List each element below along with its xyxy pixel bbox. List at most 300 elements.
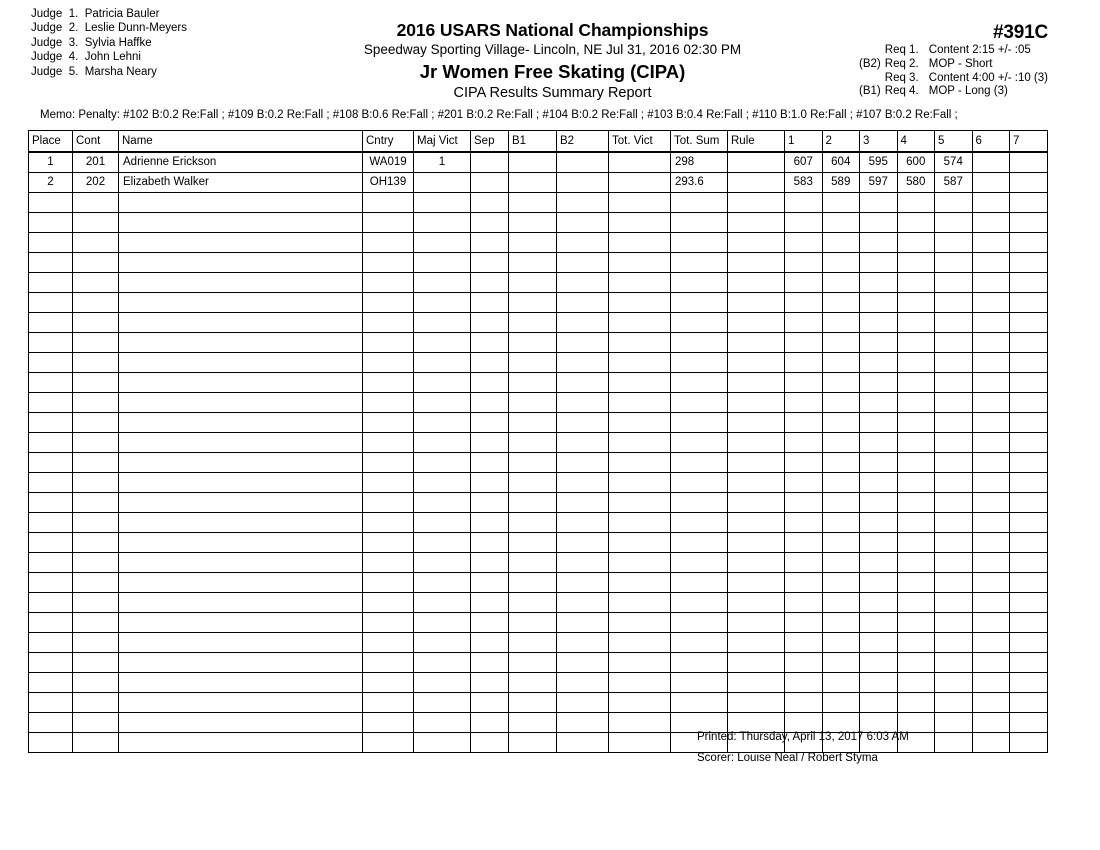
cell-sep [471, 613, 509, 633]
cell-j2 [822, 453, 860, 473]
memo-penalty-line: Memo: Penalty: #102 B:0.2 Re:Fall ; #109 B:0.2 Re:Fall ; #108 B:0.6 Re:Fall ; #201 B:0.2 Re:Fall ; #104 B:0.2 Re:Fall ; #103 B:0.4 Re:Fall ; #110 B:1.0 Re:Fall ; #107 B:0.2 Re:Fall ; [40, 109, 958, 121]
table-row [29, 233, 1048, 253]
cell-b1 [509, 513, 557, 533]
cell-majvict [414, 253, 471, 273]
cell-j7 [1010, 273, 1048, 293]
cell-majvict [414, 273, 471, 293]
cell-totvict [609, 273, 671, 293]
cell-majvict [414, 493, 471, 513]
cell-j7 [1010, 313, 1048, 333]
cell-majvict [414, 673, 471, 693]
cell-j3 [860, 273, 898, 293]
cell-b2 [557, 353, 609, 373]
table-body [29, 152, 1048, 753]
cell-totvict [609, 653, 671, 673]
cell-j6 [972, 152, 1010, 173]
cell-rule [728, 333, 785, 353]
cell-majvict [414, 693, 471, 713]
cell-j4 [897, 373, 935, 393]
cell-b2 [557, 613, 609, 633]
judge-number: 3. [68, 36, 79, 49]
cell-totsum [671, 453, 728, 473]
cell-j4: 580 [897, 173, 935, 193]
cell-j1 [785, 413, 823, 433]
cell-totsum: 293.6 [671, 173, 728, 193]
cell-place: 1 [29, 152, 73, 173]
cell-cntry [363, 213, 414, 233]
table-header-row [29, 131, 1048, 153]
cell-cont: 202 [73, 173, 119, 193]
cell-majvict [414, 433, 471, 453]
event-division-title: Jr Women Free Skating (CIPA) [419, 61, 686, 82]
cell-name [119, 313, 363, 333]
cell-j5 [935, 453, 973, 473]
table-row [29, 193, 1048, 213]
cell-j5 [935, 273, 973, 293]
cell-totvict [609, 493, 671, 513]
cell-cont [73, 213, 119, 233]
requirement-label: Req 1. [884, 44, 919, 56]
page-title: 2016 USARS National Championships [396, 20, 709, 40]
cell-j2 [822, 673, 860, 693]
cell-cntry [363, 613, 414, 633]
cell-totvict [609, 253, 671, 273]
cell-cntry [363, 573, 414, 593]
cell-name [119, 293, 363, 313]
cell-b2 [557, 333, 609, 353]
cell-place [29, 193, 73, 213]
cell-j3 [860, 673, 898, 693]
cell-b1 [509, 553, 557, 573]
cell-cntry [363, 533, 414, 553]
cell-cont [73, 273, 119, 293]
cell-rule [728, 293, 785, 313]
cell-j1 [785, 553, 823, 573]
cell-b2 [557, 233, 609, 253]
cell-rule [728, 493, 785, 513]
cell-sep [471, 493, 509, 513]
cell-sep [471, 633, 509, 653]
cell-rule [728, 213, 785, 233]
requirement-label: Req 3. [884, 71, 919, 84]
column-header-b2: B2 [557, 131, 609, 153]
cell-majvict [414, 633, 471, 653]
cell-j5 [935, 633, 973, 653]
cell-j2 [822, 493, 860, 513]
cell-j7 [1010, 233, 1048, 253]
cell-j7 [1010, 713, 1048, 733]
cell-j7 [1010, 493, 1048, 513]
cell-b1 [509, 293, 557, 313]
cell-j2: 604 [822, 152, 860, 173]
scorer-names: Scorer: Louise Neal / Robert Styma [697, 752, 878, 764]
cell-j3 [860, 513, 898, 533]
cell-j1 [785, 513, 823, 533]
cell-j4 [897, 573, 935, 593]
cell-sep [471, 433, 509, 453]
cell-b2 [557, 433, 609, 453]
cell-j6 [972, 613, 1010, 633]
cell-cntry [363, 293, 414, 313]
cell-sep [471, 713, 509, 733]
cell-b2 [557, 152, 609, 173]
cell-j2 [822, 533, 860, 553]
cell-j7 [1010, 413, 1048, 433]
cell-place [29, 373, 73, 393]
cell-totsum [671, 273, 728, 293]
table-row [29, 152, 1048, 173]
cell-name [119, 653, 363, 673]
cell-totsum [671, 693, 728, 713]
table-row [29, 413, 1048, 433]
cell-majvict [414, 533, 471, 553]
cell-cntry [363, 553, 414, 573]
cell-j1 [785, 533, 823, 553]
cell-j4 [897, 493, 935, 513]
cell-sep [471, 213, 509, 233]
cell-j5 [935, 513, 973, 533]
cell-totsum [671, 393, 728, 413]
cell-totvict [609, 633, 671, 653]
cell-b2 [557, 313, 609, 333]
cell-j1 [785, 693, 823, 713]
cell-rule [728, 273, 785, 293]
cell-sep [471, 533, 509, 553]
cell-majvict [414, 233, 471, 253]
cell-j4 [897, 353, 935, 373]
cell-j4 [897, 593, 935, 613]
cell-j4 [897, 393, 935, 413]
cell-cont [73, 373, 119, 393]
cell-j5 [935, 253, 973, 273]
cell-b1 [509, 233, 557, 253]
cell-place [29, 433, 73, 453]
cell-j3 [860, 293, 898, 313]
cell-b1 [509, 493, 557, 513]
cell-majvict [414, 573, 471, 593]
printed-timestamp: Printed: Thursday, April 13, 2017 6:03 AM [697, 731, 909, 743]
cell-j6 [972, 673, 1010, 693]
cell-b2 [557, 533, 609, 553]
cell-name [119, 193, 363, 213]
cell-j1 [785, 193, 823, 213]
cell-b2 [557, 673, 609, 693]
cell-totvict [609, 533, 671, 553]
cell-totsum [671, 473, 728, 493]
requirement-text: MOP - Short [928, 57, 993, 70]
cell-cont [73, 513, 119, 533]
cell-majvict [414, 173, 471, 193]
cell-place [29, 213, 73, 233]
judge-role-label: Judge [31, 8, 63, 20]
cell-j1 [785, 273, 823, 293]
cell-j4 [897, 513, 935, 533]
cell-j6 [972, 733, 1010, 753]
cell-j2 [822, 393, 860, 413]
cell-j6 [972, 553, 1010, 573]
cell-j6 [972, 653, 1010, 673]
cell-place [29, 533, 73, 553]
cell-totsum [671, 573, 728, 593]
cell-place [29, 713, 73, 733]
cell-place [29, 693, 73, 713]
cell-cntry [363, 453, 414, 473]
judge-name: John Lehni [84, 51, 141, 64]
cell-b1 [509, 333, 557, 353]
cell-sep [471, 313, 509, 333]
cell-totvict [609, 173, 671, 193]
cell-j6 [972, 713, 1010, 733]
cell-j4 [897, 613, 935, 633]
cell-cont [73, 253, 119, 273]
cell-sep [471, 473, 509, 493]
cell-j7 [1010, 593, 1048, 613]
requirements-rows [851, 44, 1048, 99]
cell-j2 [822, 513, 860, 533]
table-row [29, 433, 1048, 453]
cell-cntry [363, 713, 414, 733]
cell-totsum [671, 613, 728, 633]
cell-totsum [671, 373, 728, 393]
cell-j6 [972, 533, 1010, 553]
cell-place [29, 553, 73, 573]
column-header-totsum: Tot. Sum [671, 131, 728, 153]
cell-name [119, 373, 363, 393]
requirements-block [851, 22, 1048, 99]
cell-totvict [609, 573, 671, 593]
cell-j2 [822, 233, 860, 253]
cell-b2 [557, 493, 609, 513]
cell-name [119, 513, 363, 533]
cell-name [119, 353, 363, 373]
cell-sep [471, 173, 509, 193]
cell-cntry [363, 633, 414, 653]
requirement-text: Content 2:15 +/- :05 [928, 44, 1031, 56]
cell-j5 [935, 533, 973, 553]
cell-b1 [509, 213, 557, 233]
cell-majvict: 1 [414, 152, 471, 173]
table-row [29, 653, 1048, 673]
cell-j2 [822, 553, 860, 573]
cell-totvict [609, 673, 671, 693]
cell-j2 [822, 473, 860, 493]
cell-name: Elizabeth Walker [119, 173, 363, 193]
cell-j4 [897, 233, 935, 253]
cell-cntry [363, 313, 414, 333]
cell-j4 [897, 453, 935, 473]
column-header-name: Name [119, 131, 363, 153]
cell-b1 [509, 733, 557, 753]
cell-j5 [935, 353, 973, 373]
cell-b2 [557, 513, 609, 533]
cell-b1 [509, 173, 557, 193]
cell-rule [728, 673, 785, 693]
cell-name [119, 393, 363, 413]
cell-j6 [972, 313, 1010, 333]
cell-b2 [557, 373, 609, 393]
cell-majvict [414, 313, 471, 333]
cell-majvict [414, 333, 471, 353]
cell-j5 [935, 373, 973, 393]
cell-place [29, 453, 73, 473]
cell-cont [73, 493, 119, 513]
cell-b1 [509, 193, 557, 213]
cell-cont [73, 593, 119, 613]
cell-majvict [414, 393, 471, 413]
cell-majvict [414, 553, 471, 573]
cell-rule [728, 433, 785, 453]
table-row [29, 273, 1048, 293]
cell-name [119, 213, 363, 233]
cell-cont [73, 693, 119, 713]
cell-b1 [509, 373, 557, 393]
cell-sep [471, 233, 509, 253]
cell-place [29, 633, 73, 653]
cell-sep [471, 373, 509, 393]
table-row [29, 333, 1048, 353]
column-header-totvict: Tot. Vict [609, 131, 671, 153]
cell-sep [471, 653, 509, 673]
cell-totvict [609, 453, 671, 473]
requirement-bonus-tag: (B2) [859, 57, 881, 70]
cell-j2 [822, 313, 860, 333]
cell-b2 [557, 633, 609, 653]
cell-rule [728, 193, 785, 213]
cell-j5 [935, 313, 973, 333]
cell-j5 [935, 233, 973, 253]
cell-j5 [935, 333, 973, 353]
cell-j6 [972, 513, 1010, 533]
cell-name [119, 433, 363, 453]
cell-j3 [860, 473, 898, 493]
cell-rule [728, 413, 785, 433]
cell-j3 [860, 333, 898, 353]
cell-cntry [363, 593, 414, 613]
cell-rule [728, 593, 785, 613]
cell-b2 [557, 693, 609, 713]
cell-cont [73, 713, 119, 733]
cell-cont [73, 473, 119, 493]
cell-cntry [363, 673, 414, 693]
cell-totvict [609, 353, 671, 373]
cell-name [119, 453, 363, 473]
cell-j5 [935, 393, 973, 413]
cell-majvict [414, 293, 471, 313]
cell-j2 [822, 613, 860, 633]
cell-cntry [363, 493, 414, 513]
cell-j7 [1010, 393, 1048, 413]
cell-j3: 597 [860, 173, 898, 193]
cell-totsum [671, 333, 728, 353]
event-number: #391C [993, 22, 1048, 43]
cell-place [29, 473, 73, 493]
cell-place: 2 [29, 173, 73, 193]
table-row [29, 593, 1048, 613]
cell-sep [471, 593, 509, 613]
cell-j2 [822, 353, 860, 373]
cell-b2 [557, 273, 609, 293]
cell-sep [471, 733, 509, 753]
table-row [29, 493, 1048, 513]
cell-place [29, 333, 73, 353]
cell-j1 [785, 253, 823, 273]
cell-j1 [785, 473, 823, 493]
cell-totsum [671, 433, 728, 453]
cell-majvict [414, 413, 471, 433]
column-header-majvict: Maj Vict [414, 131, 471, 153]
judge-name: Leslie Dunn-Meyers [84, 22, 187, 35]
cell-totsum [671, 253, 728, 273]
cell-j4 [897, 193, 935, 213]
table-row [29, 353, 1048, 373]
requirement-text: Content 4:00 +/- :10 (3) [928, 71, 1048, 84]
cell-j7 [1010, 193, 1048, 213]
cell-cntry: OH139 [363, 173, 414, 193]
cell-j4 [897, 533, 935, 553]
cell-j3 [860, 193, 898, 213]
requirement-label: Req 4. [884, 85, 919, 98]
cell-place [29, 253, 73, 273]
judge-role-label: Judge [31, 51, 63, 64]
cell-j6 [972, 593, 1010, 613]
cell-rule [728, 553, 785, 573]
column-header-j4: 4 [897, 131, 935, 153]
cell-totvict [609, 713, 671, 733]
table-row [29, 453, 1048, 473]
cell-j6 [972, 193, 1010, 213]
cell-j7 [1010, 553, 1048, 573]
cell-j7 [1010, 173, 1048, 193]
cell-b2 [557, 173, 609, 193]
column-header-j6: 6 [972, 131, 1010, 153]
cell-place [29, 733, 73, 753]
cell-cont [73, 233, 119, 253]
cell-j6 [972, 573, 1010, 593]
cell-cntry [363, 433, 414, 453]
cell-j3 [860, 493, 898, 513]
cell-cntry [363, 473, 414, 493]
cell-sep [471, 393, 509, 413]
cell-majvict [414, 593, 471, 613]
cell-b1 [509, 593, 557, 613]
cell-j1 [785, 633, 823, 653]
cell-j5 [935, 213, 973, 233]
column-header-cntry: Cntry [363, 131, 414, 153]
cell-j2: 589 [822, 173, 860, 193]
cell-rule [728, 533, 785, 553]
cell-totsum [671, 353, 728, 373]
cell-totvict [609, 553, 671, 573]
cell-name [119, 333, 363, 353]
cell-j7 [1010, 533, 1048, 553]
cell-cntry [363, 253, 414, 273]
results-table [28, 130, 1048, 753]
cell-j1 [785, 393, 823, 413]
cell-j3 [860, 573, 898, 593]
cell-totsum [671, 293, 728, 313]
cell-j4: 600 [897, 152, 935, 173]
cell-b1 [509, 693, 557, 713]
cell-b1 [509, 273, 557, 293]
cell-j1 [785, 333, 823, 353]
report-footer [697, 727, 909, 769]
judge-number: 2. [68, 22, 79, 35]
cell-j2 [822, 213, 860, 233]
cell-b2 [557, 393, 609, 413]
cell-cntry: WA019 [363, 152, 414, 173]
table-row [29, 633, 1048, 653]
requirement-text: MOP - Long (3) [928, 85, 1008, 98]
